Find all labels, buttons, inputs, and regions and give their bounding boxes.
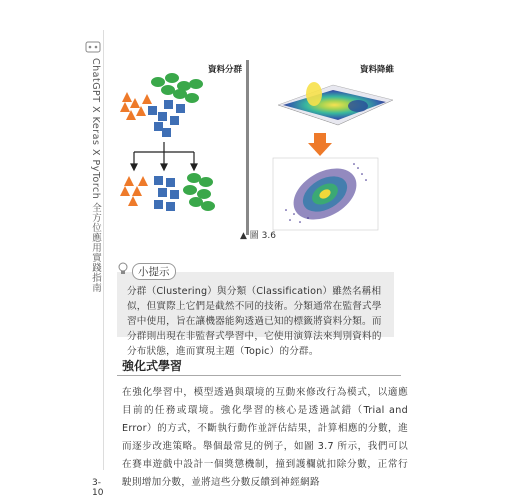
- figure-divider: [246, 60, 249, 235]
- figure-3-6: [118, 60, 418, 240]
- down-arrow-icon: [308, 133, 332, 156]
- tip-header: [117, 262, 176, 280]
- label-dimension-reduction: 資料降維: [360, 65, 395, 75]
- tip-box: [117, 272, 394, 357]
- split-arrows: [131, 142, 197, 170]
- section-title: 強化式學習: [122, 359, 183, 373]
- section-body: 在強化學習中，模型透過與環境的互動來修改行為模式，以適應目前的任務或環境。強化學習的核心是透過試錯（Trial and Error）的方式，不斷執行動作並評估結果，計算相應的分數，進而逐步改進策略。舉個最常見的例子，如圖 3.7 所示，我們可以在賽車遊戲中設計一個獎懲機制，撞到護欄就扣除分數，正常行駛則增加分數，並將這些分數反饋到神經網路: [122, 387, 408, 488]
- page-number: 3-10: [92, 478, 104, 498]
- mixed-points: [120, 73, 203, 137]
- lightbulb-icon: [117, 262, 129, 280]
- section-rule: [117, 375, 401, 376]
- tip-text: 分群（Clustering）與分類（Classification）雖然名稱相似，但實際上它們是截然不同的技術。分類通常在監督式學習中使用，旨在讓機器能夠透過已知的標籤將資料分類。而分群則出現在非監督式學習中，它使用演算法來判別資料的分布狀態，進而實現主題（Topic）的分群。: [127, 286, 382, 357]
- label-clustering: 資料分群: [208, 65, 243, 75]
- figure-caption: ▲ 圖 3.6: [240, 231, 276, 241]
- cluster-triangles: [120, 176, 148, 206]
- book-title: ChatGPT X Keras X PyTorch 全方位應用實踐指南: [90, 58, 101, 293]
- side-margin: [0, 0, 106, 500]
- cluster-circles: [183, 173, 215, 211]
- surface-plot: [278, 82, 393, 125]
- cluster-squares: [154, 176, 179, 211]
- book-logo-icon: [85, 40, 101, 54]
- scatter-plot: [273, 158, 378, 230]
- tip-label: 小提示: [132, 263, 176, 280]
